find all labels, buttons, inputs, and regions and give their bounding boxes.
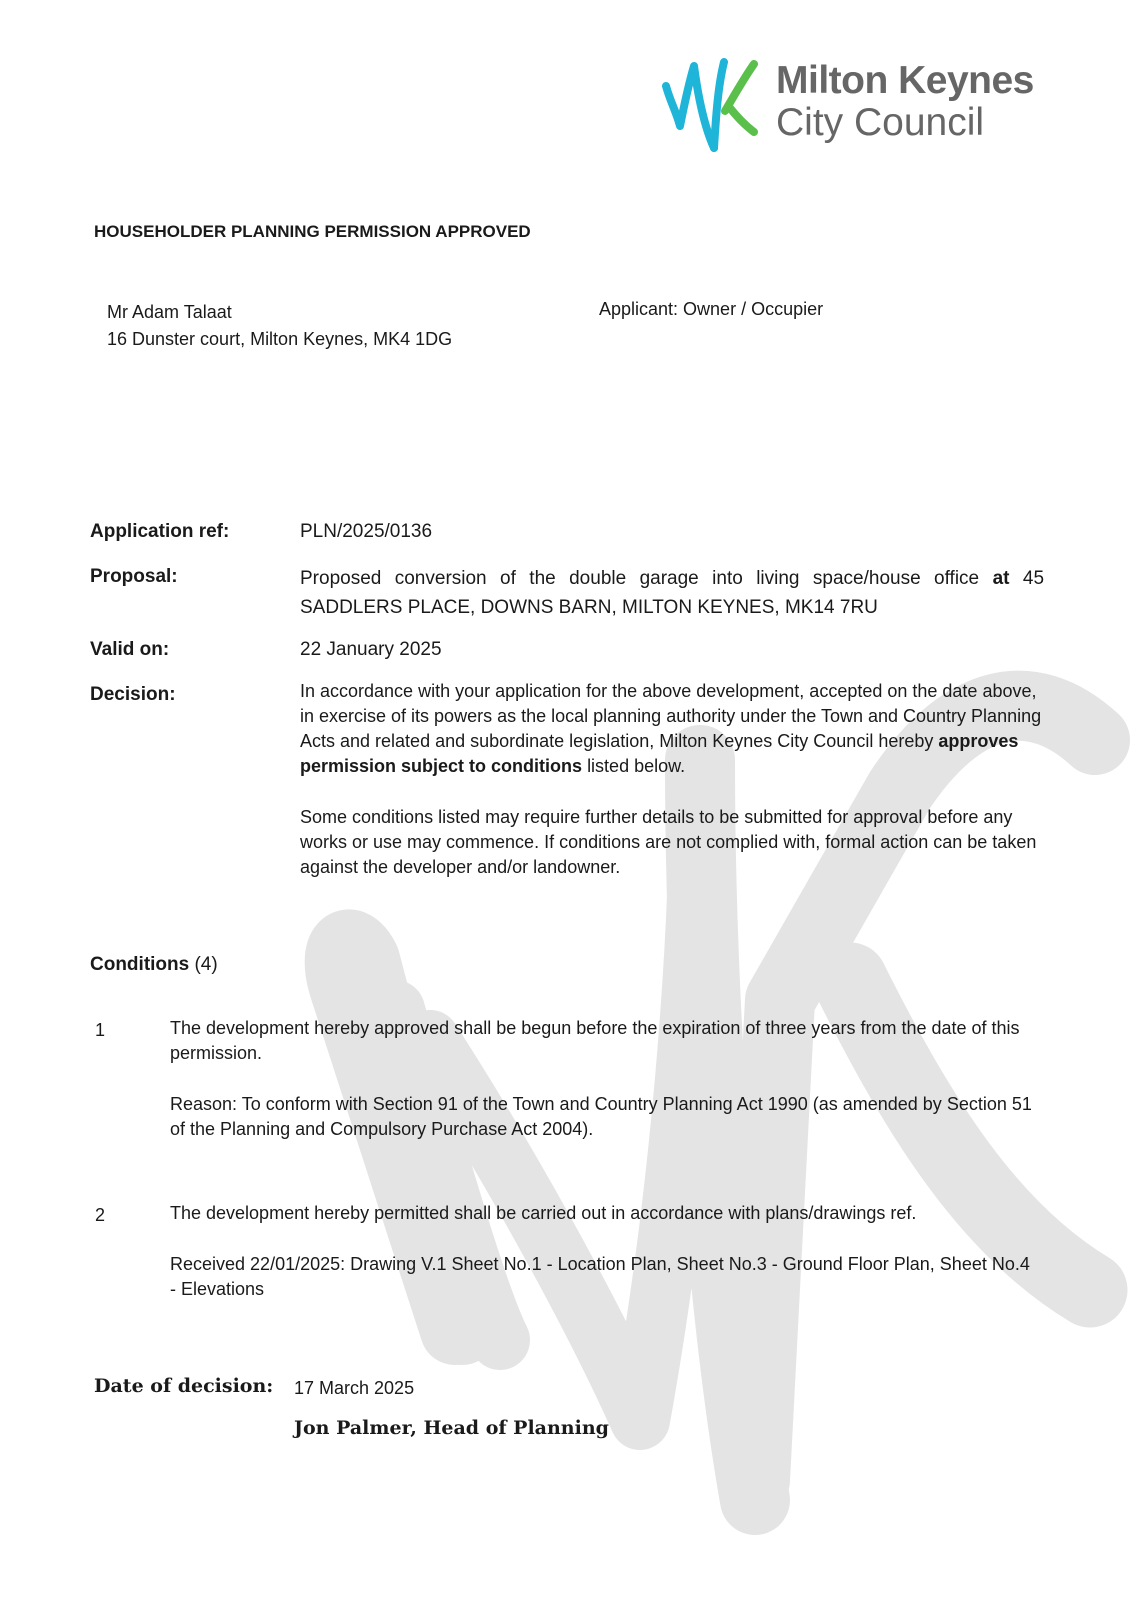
conditions-label: Conditions (90, 954, 190, 975)
conditions-heading (90, 954, 218, 976)
decision-paragraph-2: Some conditions listed may require further details to be submitted for approval before any works or use may commence. If conditions are not complied with, formal action can be taken against the developer and/or landowner. (300, 807, 1037, 877)
valid-on-value: 22 January 2025 (300, 639, 442, 660)
decision-p1-text: In accordance with your application for the above development, accepted on the date above, in exercise of its powers as the local planning authority under the Town and Country Planning Acts and related and subordinate legislation, Milton Keynes City Council hereby (300, 681, 1042, 751)
condition-text: The development hereby permitted shall be carried out in accordance with plans/drawings ref. (170, 1203, 917, 1223)
condition-number: 1 (95, 1020, 106, 1040)
date-of-decision-label: Date of decision: (94, 1375, 274, 1397)
signatory: Jon Palmer, Head of Planning (294, 1417, 609, 1439)
document-title: HOUSEHOLDER PLANNING PERMISSION APPROVED (94, 222, 531, 241)
decision-label: Decision: (90, 684, 176, 705)
council-name-line2: City Council (776, 101, 985, 144)
decision-paragraph-1 (300, 679, 1050, 779)
proposal-address: 45 SADDLERS PLACE, DOWNS BARN, MILTON KEYNES, MK14 7RU (300, 568, 1045, 618)
decision-p1-end: listed below. (587, 756, 686, 776)
proposal-at: at (992, 568, 1010, 589)
application-ref-value: PLN/2025/0136 (300, 521, 433, 542)
recipient-block (107, 299, 452, 353)
condition-number: 2 (95, 1205, 106, 1225)
valid-on-label: Valid on: (90, 639, 170, 660)
decision-p1-bold: approves permission subject to conditions (300, 731, 1019, 776)
recipient-address: 16 Dunster court, Milton Keynes, MK4 1DG (107, 329, 453, 349)
condition-reason: Reason: To conform with Section 91 of the Town and Country Planning Act 1990 (as amended by Section 51 of the Planning and Compulsory Purchase Act 2004). (170, 1094, 1032, 1139)
date-of-decision-value: 17 March 2025 (294, 1378, 415, 1398)
recipient-name: Mr Adam Talaat (107, 302, 232, 322)
conditions-count: (4) (194, 954, 218, 975)
proposal-text: Proposed conversion of the double garage into living space/house office (300, 568, 980, 589)
council-logo (662, 56, 782, 156)
condition-detail: Received 22/01/2025: Drawing V.1 Sheet No.1 - Location Plan, Sheet No.3 - Ground Floor Plan, Sheet No.4 - Elevations (170, 1254, 1030, 1299)
proposal-label: Proposal: (90, 566, 178, 587)
condition-text: The development hereby approved shall be begun before the expiration of three years from the date of this permission. (170, 1018, 1020, 1063)
council-name (776, 60, 1034, 144)
applicant-type: Applicant: Owner / Occupier (599, 299, 824, 319)
application-ref-label: Application ref: (90, 521, 230, 542)
proposal-value (300, 564, 1044, 622)
council-name-line1: Milton Keynes (776, 59, 1034, 102)
